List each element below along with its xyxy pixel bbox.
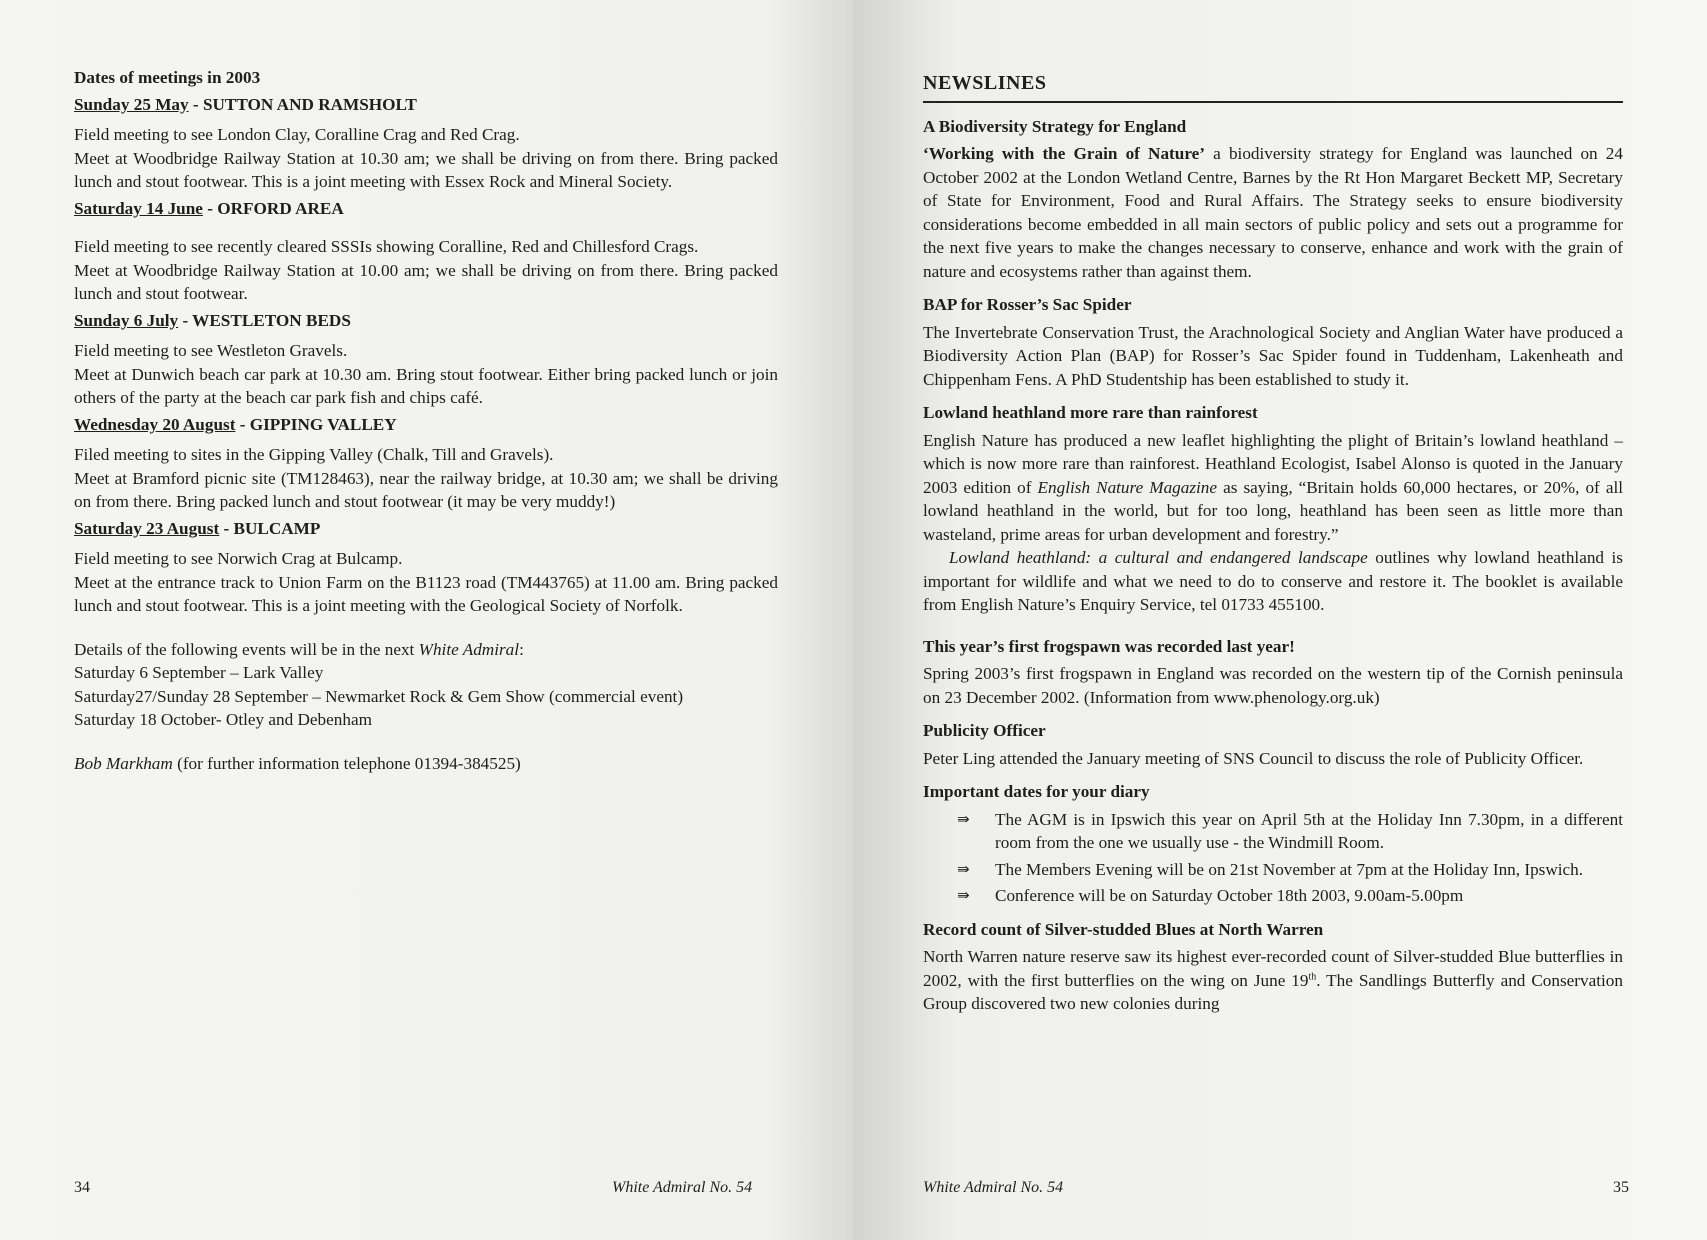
booklet-title: Lowland heathland: a cultural and endangered landscape [949,548,1368,567]
spacer [74,732,778,752]
meeting-heading: Sunday 25 May - SUTTON AND RAMSHOLT [74,94,417,114]
section-title: Important dates for your diary [923,782,1150,801]
diary-item [923,858,1623,882]
spacer [923,617,1623,625]
meeting-text: Meet at Bramford picnic site (TM128463), near the railway bridge, at 10.30 am; we shall be driving on from there. Bring packed lunch and stout footwear (it may be very muddy!) [74,468,778,511]
ordinal-suffix: th [1308,970,1317,982]
section-body: North Warren nature reserve saw its highest ever-recorded count of Silver-studded Blue butterflies in 2002, with the first butterflies on the wing on June 19 [923,947,1623,990]
meeting-text: Meet at Woodbridge Railway Station at 10.30 am; we shall be driving on from there. Bring packed lunch and stout footwear. This is a joint meeting with Essex Rock and Mineral Society. [74,148,778,191]
spacer [74,618,778,638]
section-body: . The Sandlings Butterfly and Conservation Group discovered two new colonies during [923,970,1623,1013]
section-title: Record count of Silver-studded Blues at North Warren [923,919,1324,939]
signoff-text: (for further information telephone 01394-384525) [172,753,521,773]
right-page [853,0,1707,1240]
section-text [923,546,1623,617]
future-event: Saturday 18 October- Otley and Debenham [74,710,372,729]
page-number: 35 [1613,1179,1629,1196]
arrow-icon: ⇛ [957,886,970,904]
diary-item [923,808,1623,855]
section-text [923,429,1623,547]
section-body: a biodiversity strategy for England was launched on 24 October 2002 at the London Wetland Centre, Barnes by the Rt Hon Margaret Beckett MP, Secretary of State for Environment, Food and Rural Affairs. The Strategy seeks to ensure biodiversity considerations become embedded in all main sectors of public policy and sets out a programme for the next five years to make the changes necessary to conserve, enhance and work with the grain of nature and ecosystems rather than against them. [923,144,1623,281]
meeting-text: Field meeting to see recently cleared SSSIs showing Coralline, Red and Chillesford Crags. [74,237,699,256]
meeting-date: Wednesday 20 August [74,414,236,434]
diary-item-text: The Members Evening will be on 21st November at 7pm at the Holiday Inn, Ipswich. [995,859,1584,879]
meeting-heading: Saturday 23 August - BULCAMP [74,518,321,538]
meetings-column [74,66,778,775]
meeting-text: Meet at Dunwich beach car park at 10.30 am. Bring stout footwear. Either bring packed lunch or join others of the party at the beach car park fish and chips café. [74,364,778,407]
section-text [923,945,1623,1016]
page-footer: White Admiral No. 54 [923,1179,1064,1196]
meeting-date: Saturday 23 August [74,518,220,538]
future-event: Saturday 6 September – Lark Valley [74,663,324,682]
section-text: Spring 2003’s first frogspawn in England was recorded on the western tip of the Cornish peninsula on 23 December 2002. (Information from www.phenology.org.uk) [923,664,1623,707]
section-body: outlines why lowland heathland is important for wildlife and what we need to do to conserve and restore it. The booklet is available from English Nature’s Enquiry Service, tel 01733 455100. [923,548,1623,614]
newslines-column [923,72,1623,1016]
left-page [0,0,853,1240]
spacer [74,227,778,235]
diary-item [923,884,1623,908]
meeting-date: Sunday 25 May [74,94,189,114]
section-body: English Nature has produced a new leaflet highlighting the plight of Britain’s lowland heathland – which is now more rare than rainforest. Heathland Ecologist, Isabel Alonso is quoted in the January 2003 edition of [923,430,1623,497]
meeting-place: SUTTON AND RAMSHOLT [202,94,417,114]
details-colon: : [519,639,524,659]
meeting-text: Meet at Woodbridge Railway Station at 10.00 am; we shall be driving on from there. Bring packed lunch and stout footwear. [74,260,778,303]
meeting-text: Filed meeting to sites in the Gipping Valley (Chalk, Till and Gravels). [74,445,554,464]
diary-item-text: Conference will be on Saturday October 18th 2003, 9.00am-5.00pm [995,886,1464,905]
meeting-date: Saturday 14 June [74,198,203,218]
section-title: A Biodiversity Strategy for England [923,116,1187,136]
details-intro-text: Details of the following events will be in the next [74,639,419,659]
diary-item-text: The AGM is in Ipswich this year on April 5th at the Holiday Inn 7.30pm, in a different room from the one we usually use - the Windmill Room. [995,809,1623,852]
meeting-place: BULCAMP [233,518,321,538]
meetings-title: Dates of meetings in 2003 [74,68,261,87]
section-body: as saying, “Britain holds 60,000 hectares, or 20%, of all lowland heathland in the world, but for too long, heathland has been seen as little more than wasteland, prime areas for urban development and forestry.” [923,477,1623,544]
section-text: The Invertebrate Conservation Trust, the Arachnological Society and Anglian Water have produced a Biodiversity Action Plan (BAP) for Rosser’s Sac Spider found in Tuddenham, Lakenheath and Chippenham Fens. A PhD Studentship has been established to study it. [923,322,1623,389]
page-number: 34 [74,1179,90,1196]
arrow-icon: ⇛ [957,809,970,828]
meeting-text: Meet at the entrance track to Union Farm on the B1123 road (TM443765) at 11.00 am. Bring packed lunch and stout footwear. This is a joint meeting with the Geological Society of Norfolk. [74,572,778,615]
newslines-heading: NEWSLINES [923,72,1623,103]
page-footer: White Admiral No. 54 [612,1179,753,1196]
section-text [923,142,1623,283]
diary-list [923,808,1623,908]
details-magazine-title: White Admiral [418,639,520,659]
section-title: BAP for Rosser’s Sac Spider [923,295,1132,314]
meeting-date: Sunday 6 July [74,310,179,330]
meeting-text: Field meeting to see Westleton Gravels. [74,341,348,360]
future-event: Saturday27/Sunday 28 September – Newmarket Rock & Gem Show (commercial event) [74,686,684,706]
meeting-place: GIPPING VALLEY [249,414,397,434]
meeting-heading: Wednesday 20 August - GIPPING VALLEY [74,414,397,434]
section-title: Publicity Officer [923,721,1046,740]
meeting-heading: Sunday 6 July - WESTLETON BEDS [74,310,351,330]
meeting-text: Field meeting to see Norwich Crag at Bulcamp. [74,549,403,568]
section-text: Peter Ling attended the January meeting of SNS Council to discuss the role of Publicity Officer. [923,748,1584,768]
section-title: This year’s first frogspawn was recorded last year! [923,636,1295,656]
meeting-heading: Saturday 14 June - ORFORD AREA [74,198,344,218]
meeting-place: ORFORD AREA [217,198,344,218]
magazine-title: English Nature Magazine [1037,477,1218,497]
arrow-icon: ⇛ [957,859,970,878]
meeting-place: WESTLETON BEDS [192,310,351,330]
meeting-text: Field meeting to see London Clay, Coralline Crag and Red Crag. [74,125,520,144]
strategy-name: ‘Working with the Grain of Nature’ [923,144,1206,163]
signoff [74,752,778,776]
details-intro [74,638,778,662]
signoff-name: Bob Markham [74,753,173,773]
section-title: Lowland heathland more rare than rainforest [923,403,1258,422]
